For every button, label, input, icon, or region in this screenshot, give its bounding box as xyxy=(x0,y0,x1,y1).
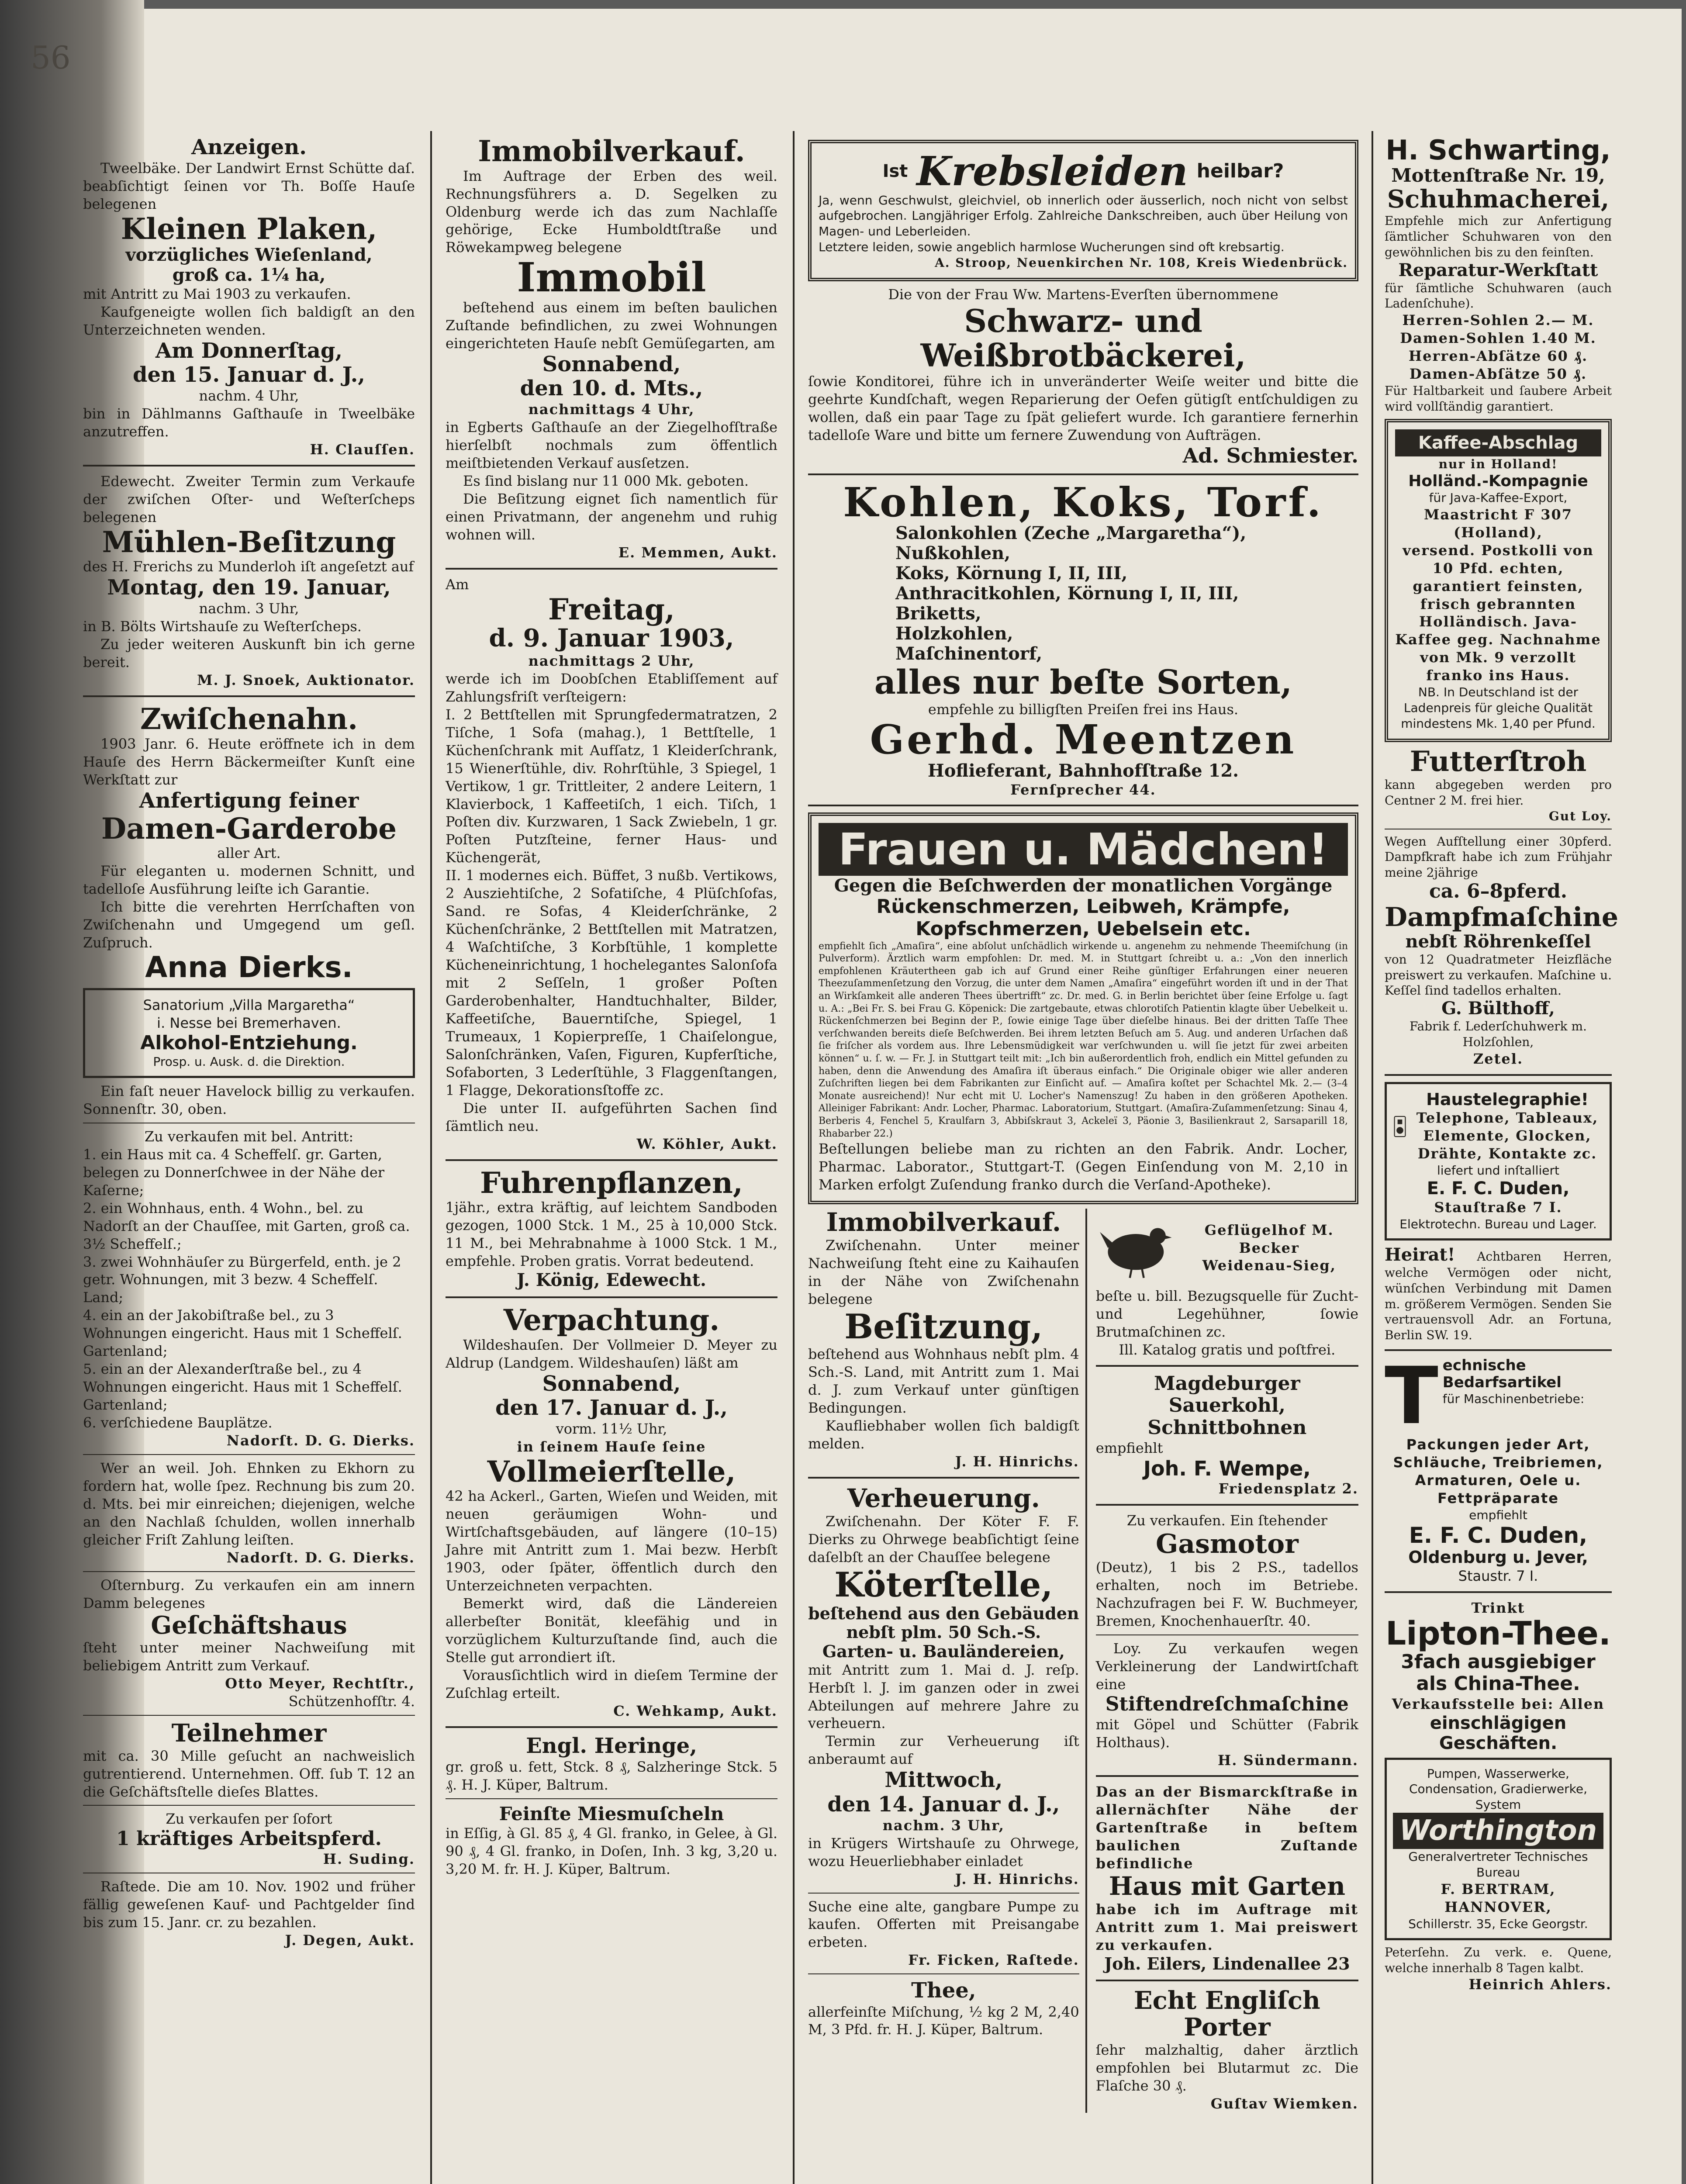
ad-text: Kaufliebhaber wollen ſich baldigſt melden. xyxy=(808,1417,1079,1452)
ad-headline: Magdeburger Sauerkohl, xyxy=(1154,1372,1300,1417)
ad-signature: Gerhd. Meentzen xyxy=(870,715,1297,763)
divider xyxy=(1096,1980,1358,1981)
price-item: Herren-Abſätze 60 ₰. xyxy=(1408,348,1588,365)
coal-item: Maſchinentorf, xyxy=(895,643,1043,664)
column-rule xyxy=(1372,131,1373,2184)
sanatorium-ad xyxy=(83,988,415,1078)
ad-signature: C. Wehkamp, Aukt. xyxy=(613,1702,777,1719)
ad-date: Mittwoch, xyxy=(884,1768,1003,1793)
ad-list-item: II. 1 modernes eich. Büffet, 3 nußb. Vertikows, 2 Ausziehtiſche, 2 Sofatiſche, 4 Plüſchſofas, Sand. re Sofas, 4 Kleiderſchränke, 2 Küchenſchränke, 2 Bettſtellen mit Matratzen, 4 Waſchtiſche, 3 Korbſtühle, 1 komplette Kücheneinrichtung, 1 hochelegantes Salonſofa mit 2 Seſſeln, 1 großer Poſten Garderobenhalter, Handtuchhalter, Bilder, Kaffeetiſche, Bauerntiſche, Spiegel, 1 Trumeaux, 1 Kopierpreſſe, 1 Chaiſelongue, Salonſchränken, Vaſen, Figuren, Kupferſtiche, Sofaborten, 3 Lederſtühle, 3 Flaggenſtangen, 1 Flagge, Dekorationsſtoffe zc. xyxy=(446,867,777,1099)
ad-date: den 10. d. Mts., xyxy=(520,376,703,401)
ad-line: Pumpen, Wasserwerke, Condensation, Gradierwerke, System xyxy=(1409,1766,1587,1812)
divider xyxy=(808,1477,1079,1479)
ad-signature: J. H. Hinrichs. xyxy=(955,1870,1079,1887)
ad-text: 42 ha Ackerl., Garten, Wieſen und Weiden, mit neuen geräumigen Wohn- und Wirtſchaftsgebäuden, auf längere (10–15) Jahre mit Antritt zum 1. Mai bezw. Herbſt 1903, oder ſpäter, öffentlich durch den Unterzeichneten verpachten. xyxy=(446,1488,777,1594)
ad-text: Die von der Frau Ww. Martens-Everſten übernommene xyxy=(888,286,1278,303)
column-2 xyxy=(437,135,786,2184)
ad-text: Oſternburg. Zu verkaufen ein am innern Damm belegenes xyxy=(83,1576,415,1611)
ad-signature: J. H. Hinrichs. xyxy=(955,1453,1079,1470)
ad-headline: Damen-Garderobe xyxy=(101,811,397,846)
ad-text: Zu verkaufen. Ein ſtehender xyxy=(1126,1512,1327,1529)
ad-date: den 15. Januar d. J., xyxy=(132,362,366,387)
ad-text: Zwiſchenahn. Unter meiner Nachweiſung ſteht eine zu Kaihauſen in der Nähe von Zwiſchenahn belegene xyxy=(808,1237,1079,1307)
ad-text: mit ca. 30 Mille geſucht an nachweislich gutrentierend. Unternehmen. Off. ſub T. 12 an die Geſchäftsſtelle dieſes Blattes. xyxy=(83,1747,415,1800)
ad-text: 1jähr., extra kräftig, auf leichtem Sandboden gezogen, 1000 Stck. 1 M., 25 à 10,000 Stck. 11 M., bei Mehrabnahme à 1000 Stck. 1 M., empfehle. Proben gratis. Vorrat bedeutend. xyxy=(446,1199,777,1270)
divider xyxy=(1385,1591,1612,1593)
ad-text: empfehle zu billigſten Preiſen frei ins Haus. xyxy=(928,701,1239,718)
divider xyxy=(808,1973,1079,1974)
ad-text: Tweelbäke. Der Landwirt Ernst Schütte daſ. beabſichtigt ſeinen vor Th. Boſſe Hauſe belegenen xyxy=(83,160,415,213)
ad-address: Friedensplatz 2. xyxy=(1218,1480,1358,1497)
ad-signature: W. Köhler, Aukt. xyxy=(636,1135,777,1152)
coal-item: Holzkohlen, xyxy=(895,623,1013,644)
ad-list-item: 4. ein an der Jakobiſtraße bel., zu 3 Wohnungen eingericht. Haus mit 1 Scheffelſ. Gartenland; xyxy=(83,1307,402,1360)
ad-text: von 12 Quadratmeter Heizfläche preiswert zu verkaufen. Maſchine u. Keſſel ſind tadellos erhalten. xyxy=(1385,952,1612,998)
divider xyxy=(808,805,1358,806)
ad-line: Schillerstr. 35, Ecke Georgstr. xyxy=(1408,1916,1588,1931)
ad-time: nachmittags 2 Uhr, xyxy=(528,652,695,669)
ad-text: beſtehend aus einem im beſten baulichen Zuſtande befindlichen, zu zwei Wohnungen eingerichteten Hauſe nebſt Gemüſegarten, am xyxy=(446,299,777,352)
ad-time: nachm. 3 Uhr, xyxy=(882,1817,1005,1834)
ad-headline: Zwiſchenahn. xyxy=(140,702,358,736)
section-title: Anzeigen. xyxy=(191,135,307,159)
ad-text: mit Antritt zum 1. Mai d. J. reſp. Herbſt l. J. im ganzen oder in zwei Abteilungen auf mehrere Jahre zu verheuern. xyxy=(808,1661,1079,1732)
ad-text: Ja, wenn Geschwulst, gleichviel, ob innerlich oder äusserlich, noch nicht von selbst aufgebrochen. Langjähriger Erfolg. Zahlreiche Dankschreiben, auch über Heilung von Magen- und Leberleiden. xyxy=(819,193,1348,239)
ad-date: Sonnabend, xyxy=(542,1371,681,1396)
column-4 xyxy=(1376,135,1620,2184)
ad-text: Das an der Bismarckſtraße in allernächſter Nähe der Gartenſtraße in beſtem baulichen Zuſtande befindliche xyxy=(1095,1783,1358,1872)
ad-line: Alkohol-Entziehung. xyxy=(140,1031,358,1054)
ad-subhead: Schnittbohnen xyxy=(1147,1417,1307,1439)
ad-text: Suche eine alte, gangbare Pumpe zu kaufen. Offerten mit Preisangabe erbeten. xyxy=(808,1898,1079,1951)
ad-line: heilbar? xyxy=(1196,160,1284,182)
ad-headline: Feinſte Miesmuſcheln xyxy=(499,1803,724,1825)
ad-text: Im Auftrage der Erben des weil. Rechnungsführers a. D. Segelken zu Oldenburg werde ich das zum Nachlaſſe gehörige, Ecke Humboldtſtraße und Röwekampweg belegene xyxy=(446,167,777,256)
coal-item: Nußkohlen, xyxy=(895,543,1011,564)
ad-subhead: Schuhmacherei, xyxy=(1387,185,1610,214)
ad-headline: Immobilverkauf. xyxy=(826,1207,1061,1237)
ad-headline: 1 kräftiges Arbeitspferd. xyxy=(116,1828,382,1850)
ad-text: Ein faſt neuer Havelock billig zu verkaufen. Sonnenſtr. 30, oben. xyxy=(83,1082,415,1117)
ad-signature: Ad. Schmiester. xyxy=(1182,443,1358,467)
ad-line: als China-Thee. xyxy=(1416,1673,1580,1695)
ad-text: gr. groß u. fett, Stck. 8 ₰, Salzheringe Stck. 5 ₰. H. J. Küper, Baltrum. xyxy=(446,1758,777,1793)
ad-signature: Joh. F. Wempe, xyxy=(1143,1456,1311,1480)
ad-signature: J. König, Edewecht. xyxy=(517,1270,706,1290)
column-rule xyxy=(793,131,795,2184)
ad-headline: Gasmotor xyxy=(1155,1529,1299,1560)
ad-text: Zu verkaufen per ſofort xyxy=(166,1811,332,1828)
ad-list-item: 3. zwei Wohnhäuſer zu Bürgerfeld, enth. je 2 getr. Wohnungen, mit 3 bezw. 4 Scheffelſ. Land; xyxy=(83,1253,401,1306)
divider xyxy=(446,1726,777,1728)
ad-headline: Frauen u. Mädchen! xyxy=(819,823,1348,876)
ad-subhead: ca. 6–8pferd. xyxy=(1429,880,1568,903)
coal-item: Koks, Körnung I, II, III, xyxy=(895,563,1128,584)
ad-headline: Beſitzung, xyxy=(844,1306,1043,1347)
ad-signature: E. F. C. Duden, xyxy=(1427,1178,1570,1199)
ad-text: Letztere leiden, sowie angeblich harmlose Wucherungen sind oft krebsartig. xyxy=(819,240,1285,255)
ad-headline: Krebsleiden xyxy=(916,148,1188,195)
ad-subhead: vorzügliches Wieſenland, xyxy=(125,244,373,265)
ad-signature: J. Degen, Aukt. xyxy=(285,1932,415,1949)
ad-text: (Deutz), 1 bis 2 P.S., tadellos erhalten, noch im Betriebe. Nachzufragen bei F. W. Buchmeyer, Bremen, Knochenhauerſtr. 40. xyxy=(1095,1559,1358,1630)
divider xyxy=(1385,1074,1612,1076)
ad-headline: Dampfmaſchine xyxy=(1385,902,1619,933)
ad-headline: Teilnehmer xyxy=(171,1719,327,1748)
ad-line: Prosp. u. Ausk. d. die Direktion. xyxy=(153,1054,345,1069)
ad-signature: Heinrich Ahlers. xyxy=(1468,1976,1612,1993)
ad-initial: T xyxy=(1385,1351,1438,1442)
ad-subhead: Gegen die Beſchwerden der monatlichen Vorgänge xyxy=(834,875,1333,896)
ad-headline: Fuhrenpflanzen, xyxy=(480,1165,743,1200)
ad-text: Telephone, Tableaux, Elemente, Glocken, Drähte, Kontakte zc. xyxy=(1416,1109,1599,1162)
ad-text: Vorausſichtlich wird in dieſem Termine der Zuſchlag erteilt. xyxy=(446,1666,777,1701)
ad-text: Wegen Aufſtellung einer 30pferd. Dampfkraft habe ich zum Frühjahr meine 2jährige xyxy=(1385,834,1612,880)
ad-text: Peterſehn. Zu verk. e. Quene, welche innerhalb 8 Tagen kalbt. xyxy=(1385,1945,1612,1975)
ad-text: Termin zur Verheuerung iſt anberaumt auf xyxy=(808,1733,1079,1768)
ad-text: Wildeshauſen. Der Vollmeier D. Meyer zu Aldrup (Landgem. Wildeshauſen) läßt am xyxy=(446,1336,777,1371)
ad-text: ſowie Konditorei, führe ich in unveränderter Weiſe weiter und bitte die geehrte Kundſchaft, wegen Reparierung der Oefen gütigſt entſchuldigen zu wollen, daß ein paar Tage zu ſpät geliefert wurde. Ich garantiere fernerhin tadelloſe Ware und bitte um fernere Zuwendung von Aufträgen. xyxy=(808,373,1358,443)
divider xyxy=(808,1893,1079,1894)
cancer-ad xyxy=(808,140,1358,281)
ad-address: Mottenſtraße Nr. 19, xyxy=(1391,165,1605,187)
ad-text: Am xyxy=(446,576,469,593)
ad-headline: Immobilverkauf. xyxy=(478,135,745,168)
ad-date: Am Donnerſtag, xyxy=(155,338,343,363)
ad-signature: Nadorſt. D. G. Dierks. xyxy=(226,1549,415,1566)
ad-signature: Anna Dierks. xyxy=(145,950,353,984)
ad-text: kann abgegeben werden pro Centner 2 M. frei hier. xyxy=(1385,778,1612,808)
ad-text: Elektrotechn. Bureau und Lager. xyxy=(1399,1217,1597,1232)
ad-headline: Haus mit Garten xyxy=(1109,1871,1346,1901)
ad-time: nachmittags 4 Uhr, xyxy=(528,401,695,418)
ad-list-item: I. 2 Bettſtellen mit Sprungfedermatratzen, 2 Tiſche, 1 Sofa (mahag.), 1 Bettſtelle, 1 Küchenſchrank mit Aufſatz, 1 Kleiderſchrank, 15 Wienerſtühle, div. Rohrſtühle, 3 Spiegel, 1 Vertikow, 1 gr. Trittleiter, 2 andere Leitern, 1 Klavierbock, 1 Kaffeetiſch, 1 eich. Tiſch, 1 Poſten div. Kurzwaren, 1 Sack Zwiebeln, 1 gr. Poſten Putzſteine, ferner Haus- und Küchengerät, xyxy=(446,706,777,866)
ad-signature: M. J. Snoek, Auktionator. xyxy=(197,672,415,689)
ad-text: Fabrik f. Lederſchuhwerk m. Holzſohlen, xyxy=(1410,1019,1587,1050)
ad-list-item: 1. ein Haus mit ca. 4 Scheffelſ. gr. Garten, belegen zu Donnerſchwee in der Nähe der Kaſerne; xyxy=(83,1146,385,1199)
ad-line: nur in Holland! xyxy=(1438,456,1558,471)
ad-subhead: nebſt Röhrenkeſſel xyxy=(1405,931,1591,952)
ad-text: Ich bitte die verehrten Herrſchaften von Zwiſchenahn und Umgegend um geſl. Zuſpruch. xyxy=(83,898,415,951)
ad-headline: Schwarz- und Weißbrotbäckerei, xyxy=(920,302,1246,374)
ad-line: Verkaufsstelle bei: Allen xyxy=(1392,1695,1605,1712)
ad-text: bin in Dählmanns Gaſthauſe in Tweelbäke anzutreffen. xyxy=(83,405,415,440)
ad-text: beſtehend aus Wohnhaus nebſt plm. 4 Sch.-S. Land, mit Antritt zum 1. Mai d. J. zum Verkauf unter günſtigen Bedingungen. xyxy=(808,1346,1079,1417)
ad-text: beſte u. bill. Bezugsquelle für Zucht- und Legehühner, ſowie Brutmaſchinen zc. xyxy=(1095,1288,1358,1340)
ad-text: empfiehlt xyxy=(1469,1507,1527,1522)
ad-list-item: 2. ein Wohnhaus, enth. 4 Wohn., bel. zu Nadorſt an der Chauſſee, mit Garten, groß ca. 3½ Scheffelſ.; xyxy=(83,1199,410,1252)
divider xyxy=(446,568,777,570)
ad-text: Packungen jeder Art, Schläuche, Treibriemen, Armaturen, Oele u. Fettpräparate xyxy=(1393,1436,1603,1507)
divider xyxy=(83,1715,415,1716)
divider xyxy=(83,695,415,697)
ad-line: 3fach ausgiebiger xyxy=(1401,1650,1596,1673)
ad-headline: Kaffee-Abschlag xyxy=(1395,429,1601,456)
ad-signature: H. Suding. xyxy=(323,1851,415,1868)
ad-text: Ill. Katalog gratis und poſtfrei. xyxy=(1119,1341,1336,1358)
coal-item: Anthracitkohlen, Körnung I, II, III, xyxy=(895,583,1239,604)
ad-signature: E. Memmen, Aukt. xyxy=(618,544,777,561)
ad-line: F. BERTRAM, HANNOVER, xyxy=(1441,1880,1556,1915)
ad-line: für Maschinenbetriebe: xyxy=(1442,1392,1585,1406)
ad-headline: Lipton-Thee. xyxy=(1385,1614,1611,1652)
ad-address: Hoflieferant, Bahnhofſtraße 12. xyxy=(927,760,1239,781)
ad-text: in Eſſig, à Gl. 85 ₰, 4 Gl. franko, in Gelee, à Gl. 90 ₰, 4 Gl. franko, in Doſen, Inh. 3 kg, 3,20 u. 3,20 M. fr. H. J. Küper, Baltrum. xyxy=(446,1825,777,1878)
divider xyxy=(446,1159,777,1161)
ad-signature: Guſtav Wiemken. xyxy=(1210,2095,1358,2112)
worthington-ad xyxy=(1385,1758,1612,1940)
ad-text: 1903 Janr. 6. Heute eröffnete ich in dem Hauſe des Herrn Bäckermeiſter Kunſt eine Werkſtatt zur xyxy=(83,735,415,788)
ad-subhead: groß ca. 1¼ ha, xyxy=(172,264,326,285)
ad-address: Staustr. 7 I. xyxy=(1458,1567,1538,1584)
divider xyxy=(1096,1365,1358,1367)
ad-text: Es ſind bislang nur 11 000 Mk. geboten. xyxy=(463,473,749,489)
divider xyxy=(808,473,1358,475)
ad-text: Die Beſitzung eignet ſich namentlich für einen Privatmann, der angenehm und ruhig wohnen will. xyxy=(446,490,777,543)
ad-date: den 17. Januar d. J., xyxy=(495,1395,728,1420)
ad-headline: Mühlen-Beſitzung xyxy=(102,525,396,559)
ad-text: Achtbaren Herren, welche Vermögen oder nicht, wünſchen Verbindung mit Damen m. größerem Vermögen. Senden Sie vertrauensvoll Adr. an Fortuna, Berlin SW. 19. xyxy=(1385,1249,1612,1343)
ad-headline: Haustelegraphie! xyxy=(1426,1089,1589,1109)
coal-item: Briketts, xyxy=(895,603,981,624)
ad-signature: Nadorſt. D. G. Dierks. xyxy=(226,1432,415,1449)
ad-text: ſehr malzhaltig, daher ärztlich empfohlen bei Blutarmut zc. Die Flaſche 30 ₰. xyxy=(1095,2041,1358,2094)
ad-date: Freitag, xyxy=(548,592,675,626)
ad-subhead: Garten- u. Bauländereien, xyxy=(822,1641,1065,1661)
ad-signature: Fr. Ficken, Raſtede. xyxy=(908,1952,1079,1969)
ad-line: Bedarfsartikel xyxy=(1442,1374,1562,1392)
hen-icon xyxy=(1096,1213,1176,1283)
ad-line: echnische xyxy=(1442,1357,1526,1375)
ad-text: in Egberts Gaſthauſe an der Ziegelhofſtraße hierſelbſt nochmals zum öffentlich meiſtbietenden Verkauf ausſetzen. xyxy=(446,419,777,472)
column-3 xyxy=(799,135,1367,2184)
ad-subhead: nebſt plm. 50 Sch.-S. xyxy=(846,1622,1041,1642)
price-item: Herren-Sohlen 2.— M. xyxy=(1402,312,1594,329)
ad-slogan: alles nur beſte Sorten, xyxy=(874,663,1292,702)
ad-address: Oldenburg u. Jever, xyxy=(1408,1548,1588,1567)
ad-line: Maastricht F 307 (Holland), xyxy=(1423,506,1573,541)
ad-headline: Stiftendreſchmaſchine xyxy=(1105,1693,1349,1716)
ad-subhead: Reparatur-Werkſtatt xyxy=(1398,259,1598,280)
ad-list-item: 5. ein an der Alexanderſtraße bel., zu 4 Wohnungen eingericht. Haus mit 1 Scheffelſ. Gartenland; xyxy=(83,1361,402,1413)
ad-signature: H. Clauſſen. xyxy=(310,441,415,458)
ad-text: Die unter II. aufgeführten Sachen ſind ſämtlich neu. xyxy=(446,1099,777,1134)
ad-headline: Engl. Heringe, xyxy=(526,1733,697,1758)
divider xyxy=(446,1798,777,1799)
ad-text: in ſeinem Hauſe ſeine xyxy=(517,1438,706,1455)
ad-text: Raſtede. Die am 10. Nov. 1902 und früher fällig geweſenen Kauf- und Pachtgelder ſind bis zum 15. Janr. cr. zu bezahlen. xyxy=(83,1878,415,1931)
ad-headline: Heirat! xyxy=(1385,1244,1455,1265)
ad-text: allerfeinſte Miſchung, ½ kg 2 M, 2,40 M, 3 Pfd. fr. H. J. Küper, Baltrum. xyxy=(808,2003,1079,2038)
ad-subhead: Kopfschmerzen, Uebelsein etc. xyxy=(916,918,1251,940)
ad-subhead: Rückenschmerzen, Leibweh, Krämpfe, xyxy=(876,895,1290,918)
ad-text: Edewecht. Zweiter Termin zum Verkaufe der zwiſchen Oſter- und Weſterſcheps belegenen xyxy=(83,473,415,525)
ad-text: mit Göpel und Schütter (Fabrik Holthaus). xyxy=(1095,1716,1358,1751)
ad-text: Zetel. xyxy=(1473,1050,1524,1067)
ad-text: Empfehle mich zur Anfertigung ſämtlicher Schuhwaren von den gewöhnlichen bis zu den feinſten. xyxy=(1385,214,1612,259)
ad-headline: Kohlen, Koks, Torf. xyxy=(843,478,1323,526)
ad-signature: H. Sündermann. xyxy=(1217,1752,1358,1769)
ad-signature: Otto Meyer, Rechtſtr., xyxy=(225,1675,415,1692)
ad-text: habe ich im Auftrage mit Antritt zum 1. Mai preiswert zu verkaufen. xyxy=(1095,1901,1358,1953)
page-number: 56 xyxy=(31,39,71,76)
column-1 xyxy=(74,135,424,2184)
ad-headline: H. Schwarting, xyxy=(1385,135,1611,166)
ad-time: nachm. 3 Uhr, xyxy=(199,600,299,617)
ad-line: einschlägigen Geschäften. xyxy=(1430,1713,1567,1753)
ad-text: für ſämtliche Schuhwaren (auch Ladenſchuhe). xyxy=(1385,280,1612,311)
ad-line: Generalvertreter Technisches Bureau xyxy=(1408,1849,1588,1880)
ad-line: Weidenau-Sieg, xyxy=(1202,1257,1336,1274)
ad-subhead: Anfertigung feiner xyxy=(139,788,359,813)
ad-subhead: beſtehend aus den Gebäuden xyxy=(808,1603,1079,1623)
ad-signature: Schützenhofſtr. 4. xyxy=(288,1693,415,1710)
ad-signature: A. Stroop, Neuenkirchen Nr. 108, Kreis Wiedenbrück. xyxy=(935,255,1348,270)
ad-text: liefert und inſtalliert xyxy=(1437,1163,1559,1178)
column-rule xyxy=(430,131,432,2184)
price-item: Damen-Sohlen 1.40 M. xyxy=(1400,330,1596,347)
divider xyxy=(83,465,415,467)
ad-headline: Verpachtung. xyxy=(503,1303,720,1337)
ad-headline: Futterſtroh xyxy=(1410,745,1587,778)
ad-text: versend. Postkolli von 10 Pfd. echten, garantiert feinsten, frisch gebrannten Holländisch. Java-Kaffee geg. Nachnahme von Mk. 9 verzollt franko ins Haus. xyxy=(1395,542,1601,684)
ad-text: mit Antritt zu Mai 1903 zu verkaufen. xyxy=(83,285,351,302)
ad-date: Sonnabend, xyxy=(542,352,681,377)
ad-text: in B. Bölts Wirtshauſe zu Weſterſcheps. xyxy=(83,618,362,635)
ad-text: Wer an weil. Joh. Ehnken zu Ekhorn zu fordern hat, wolle ſpez. Rechnung bis zum 20. d. Mts. bei mir einreichen; diejenigen, welche an den Nachlaß ſchulden, wollen innerhalb gleicher Friſt Zahlung leiſten. xyxy=(83,1459,415,1548)
ad-date: d. 9. Januar 1903, xyxy=(489,624,734,653)
ad-text: aller Art. xyxy=(217,845,281,862)
divider xyxy=(83,1805,415,1806)
ad-time: vorm. 11½ Uhr, xyxy=(556,1420,667,1437)
ad-headline: Geſchäftshaus xyxy=(151,1610,347,1640)
coal-item: Salonkohlen (Zeche „Margaretha“), xyxy=(895,523,1247,544)
ad-text: Loy. Zu verkaufen wegen Verkleinerung der Landwirtſchaft eine xyxy=(1095,1640,1358,1693)
ad-signature: Gut Loy. xyxy=(1548,809,1612,823)
ad-text: Bemerkt wird, daß die Ländereien allerbeſter Bonität, kleefähig und in vorzüglichem Kulturzuſtande ſind, auch die Stelle gut arrondiert iſt. xyxy=(446,1595,777,1666)
ad-line: i. Nesse bei Bremerhaven. xyxy=(157,1014,341,1031)
ad-text: Kaufgeneigte wollen ſich baldigſt an den Unterzeichneten wenden. xyxy=(83,303,415,338)
telegraph-ad xyxy=(1385,1082,1612,1241)
ad-date: den 14. Januar d. J., xyxy=(827,1792,1060,1817)
ad-text: werde ich im Doobſchen Etabliſſement auf Zahlungsfriſt verſteigern: xyxy=(446,670,777,705)
ad-time: nachm. 4 Uhr, xyxy=(199,387,299,404)
ad-text: Für eleganten u. modernen Schnitt, und tadelloſe Ausführung leiſte ich Garantie. xyxy=(83,863,415,898)
amasira-ad xyxy=(808,812,1358,1204)
price-item: Damen-Abſätze 50 ₰. xyxy=(1409,366,1587,383)
ad-headline: Kleinen Plaken, xyxy=(121,212,377,246)
ad-headline: Thee, xyxy=(911,1978,976,2003)
ad-text: Zwiſchenahn. Der Köter F. F. Dierks zu Ohrwege beabſichtigt ſeine daſelbſt an der Chauſſee belegene xyxy=(808,1513,1079,1565)
ad-text: empfiehlt ſich „Amaſira“, eine abſolut unſchädlich wirkende u. angenehm zu nehmende Theemiſchung (in Pulverform). Ärztlich warm empfohlen: Dr. med. M. in Stuttgart ſchreibt u. a.: „Von den innerlich empfohlenen Kräutertheen gab ich auf Grund einer Reihe günſtiger Erfahrungen einer neueren Theezuſammenſetzung den Vorzug, die unter dem Namen „Amaſira“ eingeführt worden iſt und in der That an Wirkſamkeit alle anderen Thees übertrifft“ zc. Dr. med. G. in Berlin berichtet über ſeine Erfolge u. ſagt u. A.: „Bei Fr. S. bei Frau G. Köpenick: Die zartgebaute, etwas chlorotiſch Patientin klagte über Uebelkeit u. Rückenſchmerzen bei Beginn der P., ſowie einige Tage über dieſelbe hinaus. Bei der dritten Taſſe Thee verſchwanden bereits dieſe Beſchwerden. Bei ihrem letzten Beſuch am 5. Aug. und anderen Urſachen daß ſie friſcher als vordem aus. Ihre Lebensmüdigkeit war verſchwunden u. will ſie jetzt für zwei arbeiten können“ u. ſ. w. — Fr. J. in Stuttgart teilt mit: „Ich bin außerordentlich froh, endlich ein Mittel gefunden zu haben, denn die Anwendung des Amaſira iſt überaus einfach.“ Die Originale obiger wie aller anderen Zuſchriften liegen bei dem Fabrikanten zur Einſicht auf. — Amaſira koſtet per Schachtel Mk. 2.— (3–4 Monate ausreichend)! Nur echt mit U. Locher's Namenszug! Zu haben in den größeren Apotheken. Alleiniger Fabrikant: Andr. Locher, Pharmac. Laboratorium, Stuttgart. (Amaſira-Zuſammenſetzung: Sinau 4, Berberis 4, Fenchel 5, Kraulfarn 3, Abbiſskraut 3, Ackeleï 3, Päonie 3, Basilienkraut 2, Sarsaparill 18, Rhabarber 22.) xyxy=(819,940,1348,1139)
ad-headline: Echt Engliſch Porter xyxy=(1133,1986,1320,2042)
ad-headline: Köterſtelle, xyxy=(834,1565,1053,1605)
ad-text: Zu jeder weiteren Auskunft bin ich gerne bereit. xyxy=(83,636,415,671)
ad-line: Sanatorium „Villa Margaretha“ xyxy=(143,996,355,1013)
ad-headline: Worthington xyxy=(1393,1813,1603,1849)
ad-text: Zu verkaufen mit bel. Antritt: xyxy=(144,1128,354,1145)
ad-text: ſteht unter meiner Nachweiſung mit beliebigem Antritt zum Verkauf. xyxy=(83,1639,415,1674)
ad-text: des H. Frerichs zu Munderloh iſt angeſetzt auf xyxy=(83,558,414,575)
ad-line: Holländ.-Kompagnie xyxy=(1408,472,1588,490)
divider xyxy=(1096,1504,1358,1506)
coffee-ad xyxy=(1385,419,1612,742)
ad-signature: G. Bülthoff, xyxy=(1441,998,1555,1019)
ad-headline: Immobil xyxy=(517,254,706,301)
divider xyxy=(83,1454,415,1455)
ad-address: Stauſtraße 7 I. xyxy=(1434,1199,1562,1216)
ad-line: Geflügelhof M. Becker xyxy=(1204,1221,1334,1256)
ad-text: empfiehlt xyxy=(1095,1439,1163,1456)
ad-date: Montag, den 19. Januar, xyxy=(107,575,391,600)
ad-text: in Krügers Wirtshauſe zu Ohrwege, wozu Heuerliebhaber einladet xyxy=(808,1835,1079,1870)
ad-line: für Java-Kaffee-Export, xyxy=(1429,490,1568,505)
ad-line: Ist xyxy=(882,161,908,182)
ad-line: Trinkt xyxy=(1471,1599,1525,1616)
divider xyxy=(1096,1775,1358,1777)
ad-signature: E. F. C. Duden, xyxy=(1409,1522,1588,1548)
ad-text: Für Haltbarkeit und ſaubere Arbeit wird vollſtändig garantiert. xyxy=(1385,384,1612,414)
ad-text: NB. In Deutschland ist der Ladenpreis für gleiche Qualität mindestens Mk. 1,40 per Pfund. xyxy=(1401,685,1596,731)
ad-phone: Fernſprecher 44. xyxy=(1010,781,1156,798)
telephone-icon xyxy=(1393,1094,1407,1159)
divider xyxy=(446,1296,777,1298)
ad-list-item: 6. verſchiedene Bauplätze. xyxy=(83,1414,273,1431)
ad-signature: Joh. Eilers, Lindenallee 23 xyxy=(1104,1953,1350,1973)
ad-headline: Vollmeierſtelle, xyxy=(487,1454,736,1489)
ad-headline: Verheuerung. xyxy=(847,1483,1040,1514)
divider xyxy=(83,1571,415,1572)
ad-text: Beſtellungen beliebe man zu richten an den Fabrik. Andr. Locher, Pharmac. Laborator., Stuttgart-T. (Gegen Einſendung von M. 2,10 in Marken erfolgt Zuſendung franko durch die Verſand-Apotheke). xyxy=(819,1140,1348,1193)
